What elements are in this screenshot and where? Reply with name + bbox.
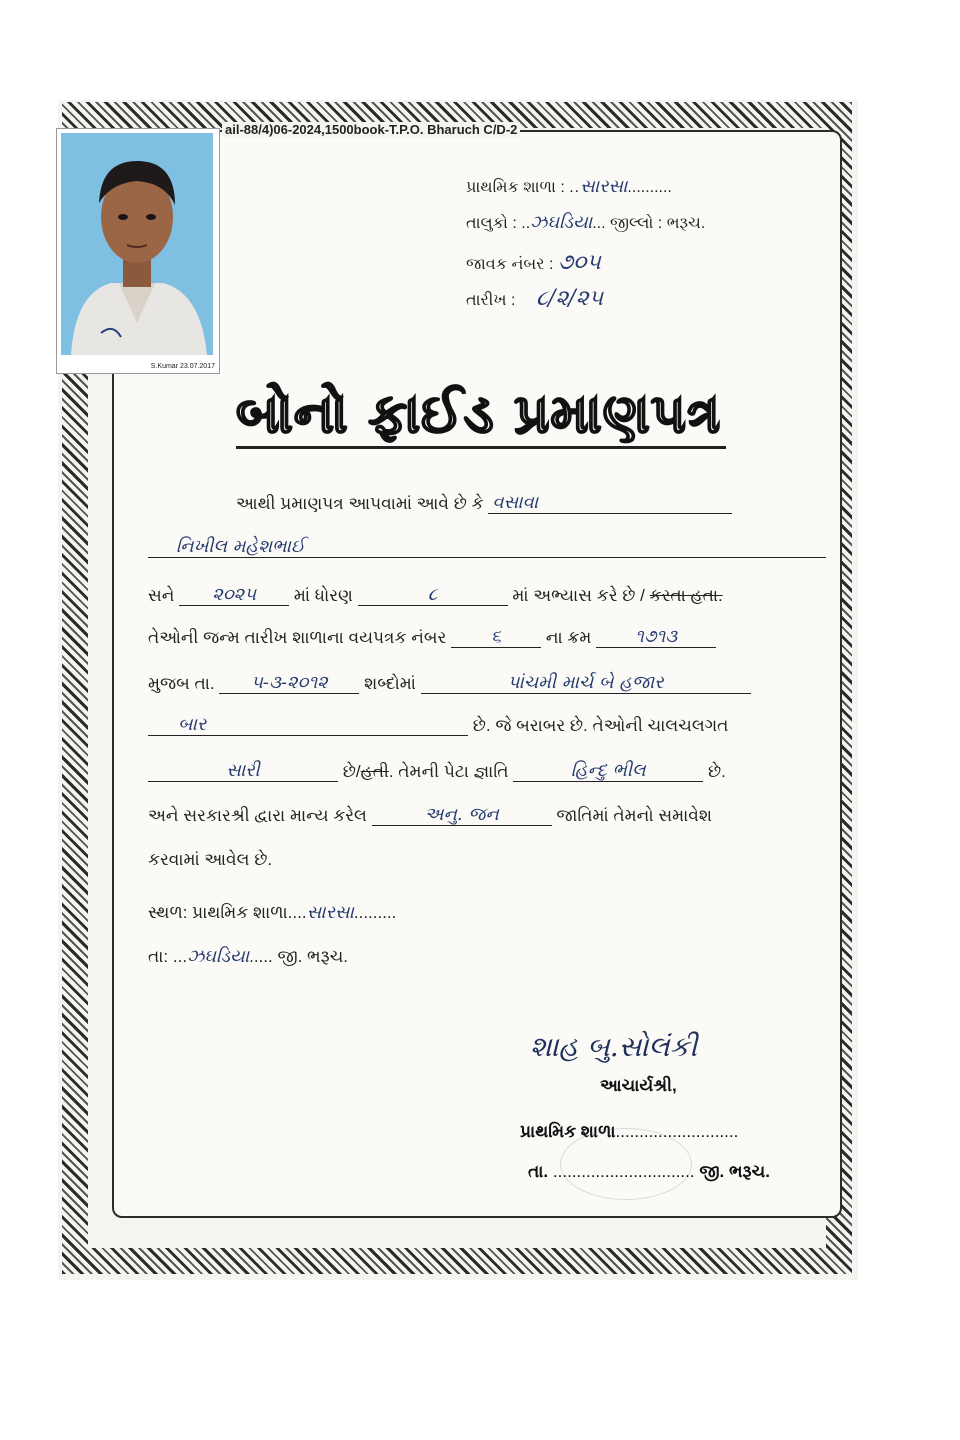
category-value: અનુ. જન — [372, 804, 552, 826]
birth-register-text: તેઓની જન્મ તારીખ શાળાના વયપત્રક નંબર — [148, 628, 447, 647]
dob-value: ૫-૩-૨૦૧૨ — [219, 672, 359, 694]
place-row: સ્થળ: પ્રાથમિક શાળા....સારસા......... — [148, 902, 397, 923]
header-taluka-row: તાલુકો : ..ઝઘડિયા... જીલ્લો : ભરૂચ. — [466, 212, 706, 233]
header-district-label: જીલ્લો : ભરૂચ. — [609, 215, 706, 232]
footer-ji-label: જી. ભરૂચ. — [699, 1162, 770, 1181]
header-date-value: ૮/૨/૨૫ — [535, 286, 604, 311]
header-outward-label: જાવક નંબર : — [466, 256, 554, 273]
title-underline — [236, 446, 726, 449]
header-date-label: તારીખ : — [466, 292, 516, 309]
header-taluka-value: ઝઘડિયા — [530, 212, 593, 233]
signature-block — [530, 1030, 697, 1064]
is-text: છે/ — [342, 762, 361, 781]
principal-role: આચાર્યશ્રી, — [600, 1076, 677, 1095]
body-intro-text: આથી પ્રમાણપત્ર આપવામાં આવે છે કે — [236, 494, 484, 513]
body-line-4 — [148, 626, 716, 648]
footer-taluka-row: તા. .............................. જી. ભરૂચ. — [528, 1162, 770, 1181]
surname-value: વસાવા — [488, 492, 732, 514]
standard-value: ૮ — [358, 584, 508, 606]
body-line-7 — [148, 760, 726, 782]
dob-label: મુજબ તા. — [148, 674, 215, 693]
boy-portrait-icon — [61, 133, 213, 355]
dob-words-cont-value: બાર — [148, 714, 468, 736]
footer-school-label: પ્રાથમિક શાળા — [520, 1122, 616, 1141]
year-value: ૨૦૨૫ — [179, 584, 289, 606]
place-taluka-row: તા: ...ઝઘડિયા..... જી. ભરૂચ. — [148, 946, 349, 967]
conduct-intro-text: છે. જે બરાબર છે. તેઓની ચાલચલગત — [472, 716, 729, 735]
student-photo-image — [61, 133, 213, 355]
register-number-value: ૬ — [451, 626, 541, 648]
body-line-1 — [236, 492, 732, 514]
photo-caption: S.Kumar 23.07.2017 — [150, 363, 215, 370]
header-school-label: પ્રાથમિક શાળા : — [466, 179, 565, 196]
studying-text: માં અભ્યાસ કરે છે / — [512, 586, 645, 605]
header-date-row — [466, 286, 603, 311]
govt-recognized-text: અને સરકારશ્રી દ્વારા માન્ય કરેલ — [148, 806, 367, 825]
body-line-9: કરવામાં આવેલ છે. — [148, 850, 273, 869]
struck-studied-text: કરતા હતા. — [649, 586, 723, 605]
body-line-3 — [148, 584, 723, 606]
header-school-row: પ્રાથમિક શાળા : ..સારસા.......... — [466, 176, 672, 197]
included-text: જાતિમાં તેમનો સમાવેશ — [556, 806, 712, 825]
conduct-value: સારી — [148, 760, 338, 782]
body-line-8 — [148, 804, 712, 826]
place-ta-label: તા: — [148, 947, 169, 966]
header-outward-row — [466, 250, 601, 275]
subcaste-label: . તેમની પેટા જ્ઞાતિ — [388, 762, 509, 781]
struck-was-text: હતી — [360, 762, 389, 781]
print-code: ail-88/4)06-2024,1500book-T.P.O. Bharuch C/D-2 — [222, 122, 520, 137]
standard-label: માં ધોરણ — [293, 586, 353, 605]
header-school-value: સારસા — [580, 176, 628, 197]
serial-label: ના ક્રમ — [545, 628, 592, 647]
footer-ta-label: તા. — [528, 1162, 549, 1181]
place-value: સારસા — [306, 902, 354, 923]
place-ji-label: જી. ભરૂચ. — [277, 947, 349, 966]
header-outward-value: ૭૦૫ — [557, 250, 601, 275]
student-name-value: નિખીલ મહેશભાઈ — [148, 536, 826, 558]
principal-signature: શાહ બુ.સોલંકી — [530, 1030, 698, 1063]
body-line-5 — [148, 672, 751, 694]
in-words-label: શબ્દોમાં — [364, 674, 416, 693]
certificate-title: બોનો ફાઈડ પ્રમાણપત્ર — [236, 382, 722, 445]
body-line-2 — [148, 536, 826, 558]
place-label: સ્થળ: પ્રાથમિક શાળા — [148, 903, 288, 922]
place-ta-value: ઝઘડિયા — [187, 946, 250, 967]
footer-school-row: પ્રાથમિક શાળા.......................... — [520, 1122, 739, 1141]
header-taluka-label: તાલુકો : — [466, 215, 517, 232]
dob-words-value: પાંચમી માર્ચ બે હજાર — [421, 672, 751, 694]
year-label: સને — [148, 586, 175, 605]
body-line-6 — [148, 714, 728, 736]
student-photo — [56, 128, 220, 374]
subcaste-value: હિન્દુ ભીલ — [513, 760, 703, 782]
serial-number-value: ૧૭૧૩ — [596, 626, 716, 648]
is-end-text: છે. — [707, 762, 726, 781]
